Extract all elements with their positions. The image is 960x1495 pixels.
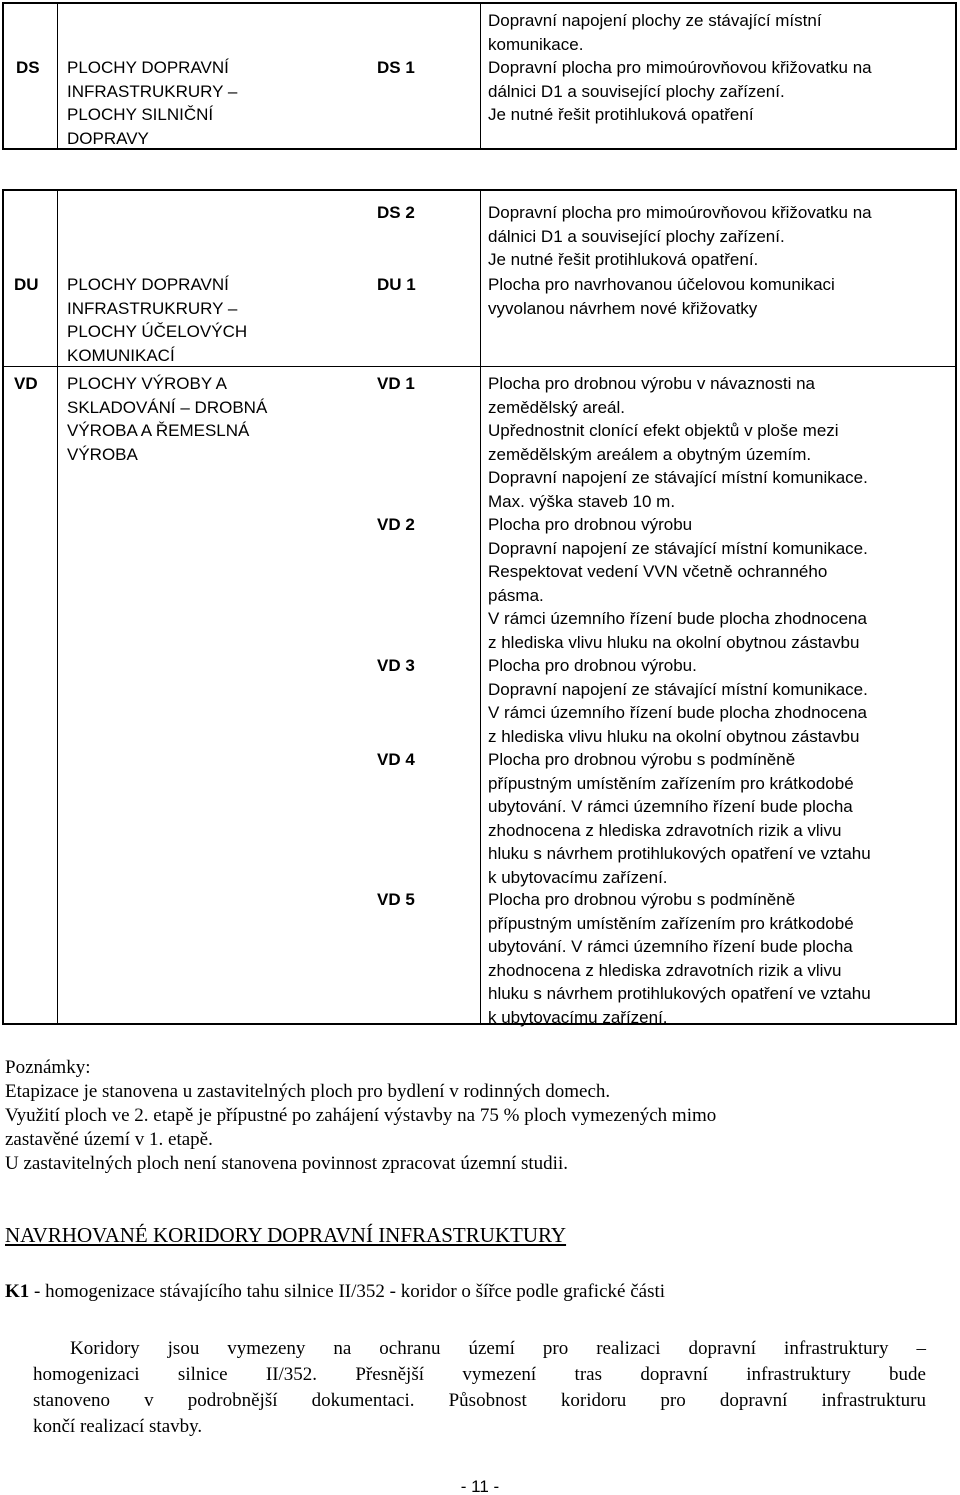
k1-code: K1	[5, 1281, 30, 1302]
row-description: Plocha pro drobnou výrobu s podmíněně přípustným umístěním zařízením pro krátkodobé ubytování. V rámci územního řízení bude plocha zhodnocena z hlediska zdravotních rizik a vlivu hluku s návrhem protihlukových opatření ve vztahu k ubytovacímu zařízení.	[488, 890, 871, 1027]
row-description: Dopravní napojení plochy ze stávající místní komunikace. Dopravní plocha pro mimoúrovňovou křižovatku na dálnici D1 a související plochy zařízení. Je nutné řešit protihluková opatření	[488, 11, 872, 124]
paragraph-line: končí realizací stavby.	[33, 1416, 203, 1437]
row-code: DU 1	[377, 275, 416, 294]
notes-title: Poznámky:	[5, 1057, 91, 1078]
section-code: DU	[14, 275, 39, 294]
notes-line: Etapizace je stanovena u zastavitelných ploch pro bydlení v rodinných domech.	[5, 1081, 611, 1102]
section-code: VD	[14, 374, 38, 393]
section-code: DS	[16, 58, 40, 77]
row-description: Plocha pro drobnou výrobu Dopravní napojení ze stávající místní komunikace. Respektovat vedení VVN včetně ochranného pásma. V rámci územního řízení bude plocha zhodnocena z hlediska vlivu hluku na okolní obytnou zástavbu	[488, 515, 868, 652]
row-code: VD 2	[377, 515, 415, 534]
paragraph-line: homogenizaci silnice II/352. Přesnější vymezení tras dopravní infrastruktury bude	[33, 1364, 926, 1385]
row-code: VD 4	[377, 750, 415, 769]
row-description: Plocha pro drobnou výrobu. Dopravní napojení ze stávající místní komunikace. V rámci územního řízení bude plocha zhodnocena z hlediska vlivu hluku na okolní obytnou zástavbu	[488, 656, 868, 746]
row-code: VD 1	[377, 374, 415, 393]
page-number: - 11 -	[460, 1477, 500, 1495]
k1-text: - homogenizace stávajícího tahu silnice II/352 - koridor o šířce podle grafické části	[29, 1281, 666, 1302]
corridors-paragraph	[33, 1336, 926, 1440]
section-category: PLOCHY VÝROBY A SKLADOVÁNÍ – DROBNÁ VÝROBA A ŘEMESLNÁ VÝROBA	[67, 374, 268, 464]
k1-line	[5, 1281, 665, 1303]
corridors-heading: NAVRHOVANÉ KORIDORY DOPRAVNÍ INFRASTRUKTURY	[5, 1223, 567, 1247]
row-description: Plocha pro drobnou výrobu v návaznosti na zemědělský areál. Upřednostnit clonící efekt objektů v ploše mezi zemědělským areálem a obytným územím. Dopravní napojení ze stávající místní komunikace. Max. výška staveb 10 m.	[488, 374, 868, 511]
row-code: DS 1	[377, 58, 415, 77]
notes-line: zastavěné území v 1. etapě.	[5, 1129, 213, 1150]
column-divider	[480, 191, 481, 1023]
row-description: Plocha pro navrhovanou účelovou komunikaci vyvolanou návrhem nové křižovatky	[488, 275, 835, 318]
paragraph-line: Koridory jsou vymezeny na ochranu území pro realizaci dopravní infrastruktury –	[70, 1338, 926, 1359]
column-divider	[57, 191, 58, 1023]
notes-line: Využití ploch ve 2. etapě je přípustné po zahájení výstavby na 75 % ploch vymezených mimo	[5, 1105, 717, 1126]
notes-block	[5, 1056, 716, 1176]
column-divider	[480, 4, 481, 148]
notes-line: U zastavitelných ploch není stanovena povinnost zpracovat územní studii.	[5, 1153, 568, 1174]
section-category: PLOCHY DOPRAVNÍ INFRASTRUKRURY – PLOCHY SILNIČNÍ DOPRAVY	[67, 58, 238, 148]
row-code: DS 2	[377, 203, 415, 222]
section-category: PLOCHY DOPRAVNÍ INFRASTRUKRURY – PLOCHY ÚČELOVÝCH KOMUNIKACÍ	[67, 275, 248, 365]
row-description: Plocha pro drobnou výrobu s podmíněně přípustným umístěním zařízením pro krátkodobé ubytování. V rámci územního řízení bude plocha zhodnocena z hlediska zdravotních rizik a vlivu hluku s návrhem protihlukových opatření ve vztahu k ubytovacímu zařízení.	[488, 750, 871, 887]
table-ds	[2, 2, 957, 150]
paragraph-line: stanoveno v podrobnější dokumentaci. Působnost koridoru pro dopravní infrastrukturu	[33, 1390, 926, 1411]
row-code: VD 5	[377, 890, 415, 909]
table-du-vd	[2, 189, 957, 1025]
column-divider	[57, 4, 58, 148]
row-code: VD 3	[377, 656, 415, 675]
row-description: Dopravní plocha pro mimoúrovňovou křižovatku na dálnici D1 a související plochy zařízení. Je nutné řešit protihluková opatření.	[488, 203, 872, 269]
